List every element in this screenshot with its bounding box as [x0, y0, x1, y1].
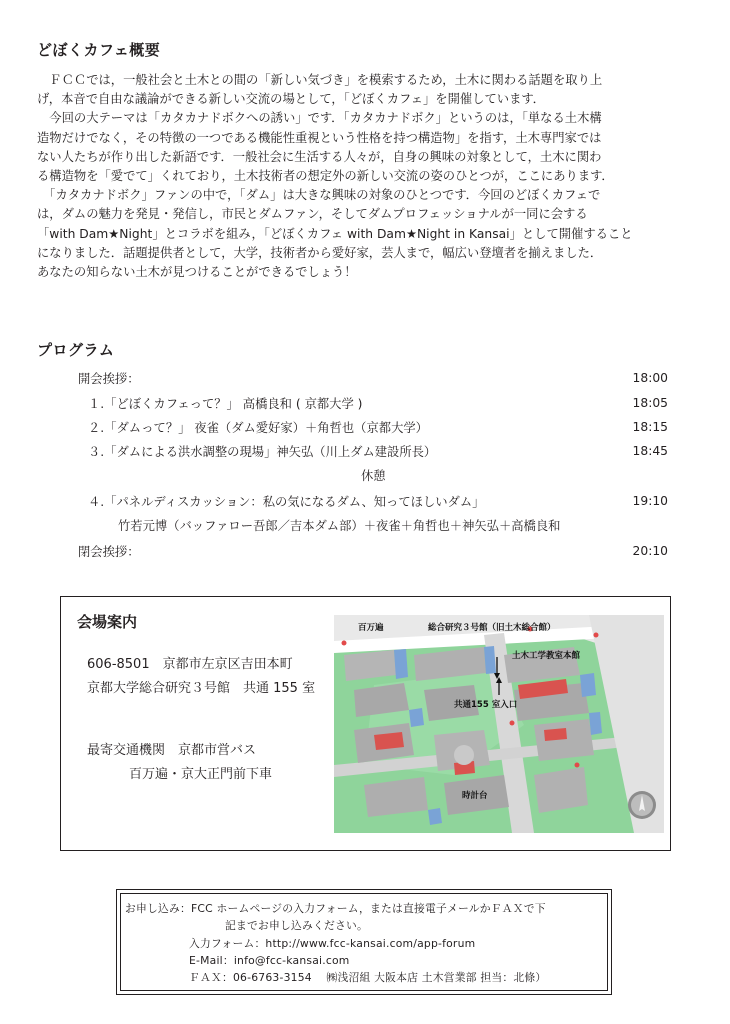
program-item: １.「どぼくカフェって？」 高橋良和 ( 京都大学 ): [88, 397, 363, 411]
panelists: 竹若元博（バッファロー吾郎／吉本ダム部）＋夜雀＋角哲也＋神矢弘＋高橋良和: [118, 519, 561, 533]
opening-label: 開会挨拶：: [78, 372, 140, 386]
venue-building: 京都大学総合研究３号館 共通 155 室: [87, 681, 316, 696]
map-label-entrance: 共通155 室入口: [454, 700, 518, 710]
map-label-clock: 時計台: [462, 791, 488, 801]
map-label-hyakumanben: 百万遍: [358, 623, 384, 633]
program-item: ２.「ダムって？」 夜雀（ダム愛好家）＋角哲也（京都大学）: [88, 421, 428, 435]
overview-line: 「カタカナドボク」ファンの中で，「ダム」は大きな興味の対象のひとつです．今回のどぼくカフェで: [37, 188, 601, 203]
contact-email: E-Mail：info@fcc-kansai.com: [189, 954, 350, 967]
contact-line2: 記までお申し込みください。: [225, 919, 368, 932]
closing-label: 閉会挨拶：: [78, 545, 140, 559]
overview-title: どぼくカフェ概要: [37, 41, 161, 59]
opening-time: 18:00: [632, 371, 668, 385]
contact-line1: お申し込み：FCC ホームページの入力フォーム，または直接電子メールかＦＡＸで下: [125, 902, 546, 915]
overview-line: ＦＣＣでは，一般社会と土木との間の「新しい気づき」を模索するため，土木に関わる話題を取り上: [37, 73, 603, 87]
overview-line: あなたの知らない土木が見つけることができるでしょう！: [37, 265, 357, 280]
campus-map: [334, 615, 664, 833]
overview-line: になりました．話題提供者として，大学，技術者から愛好家，芸人まで，幅広い登壇者を揃えました．: [37, 245, 603, 260]
panel-time: 19:10: [632, 494, 668, 508]
campus-map-graphic: [334, 615, 664, 833]
program-item-time: 18:15: [632, 420, 668, 434]
overview-paragraph: [37, 71, 697, 282]
venue-box: [60, 596, 671, 851]
overview-line: 「with Dam★Night」とコラボを組み，「どぼくカフェ with Dam★Night in Kansai」として開催すること: [37, 226, 633, 241]
overview-line: 造物だけでなく，その特徴の一つである機能性重視という性格を持つ構造物」を指す，土木専門家では: [37, 130, 602, 145]
program-item-time: 18:05: [632, 396, 668, 410]
panel-item: ４.「パネルディスカッション：私の気になるダム、知ってほしいダム」: [88, 495, 485, 509]
program-title: プログラム: [37, 341, 115, 359]
program-item-time: 18:45: [632, 444, 668, 458]
venue-transport: 最寄交通機関 京都市営バス: [87, 743, 257, 758]
overview-line: は，ダムの魅力を発見・発信し，市民とダムファン，そしてダムプロフェッショナルが一同に会する: [37, 207, 588, 222]
map-label-doboku: 土木工学教室本館: [512, 651, 581, 661]
contact-fax: ＦＡＸ：06-6763-3154 ㈱浅沼組 大阪本店 土木営業部 担当：北條）: [189, 971, 547, 984]
overview-line: る構造物を「愛でて」くれており，土木技術者の想定外の新しい交流の姿のひとつが，ここにあります．: [37, 169, 614, 184]
closing-time: 20:10: [632, 544, 668, 558]
program-item: ３.「ダムによる洪水調整の現場」神矢弘（川上ダム建設所長）: [88, 445, 437, 459]
overview-line: げ，本音で自由な議論ができる新しい交流の場として，「どぼくカフェ」を開催しています．: [37, 92, 545, 107]
break-label: 休憩: [361, 469, 386, 483]
venue-bus-stop: 百万遍・京大正門前下車: [129, 767, 273, 782]
venue-title: 会場案内: [77, 613, 138, 631]
contact-box: [116, 889, 612, 995]
overview-line: 今回の大テーマは「カタカナドボクへの誘い」です．「カタカナドボク」というのは，「単なる土木構: [37, 111, 602, 126]
overview-line: ない人たちが作り出した新語です．一般社会に生活する人々が，自身の興味の対象として，土木に関わ: [37, 149, 602, 164]
map-label-sogo: 総合研究３号館（旧土木総合館）: [428, 623, 556, 633]
contact-form-url: 入力フォーム：http://www.fcc-kansai.com/app-forum: [189, 937, 476, 950]
venue-postal-address: 606-8501 京都市左京区吉田本町: [87, 657, 293, 672]
